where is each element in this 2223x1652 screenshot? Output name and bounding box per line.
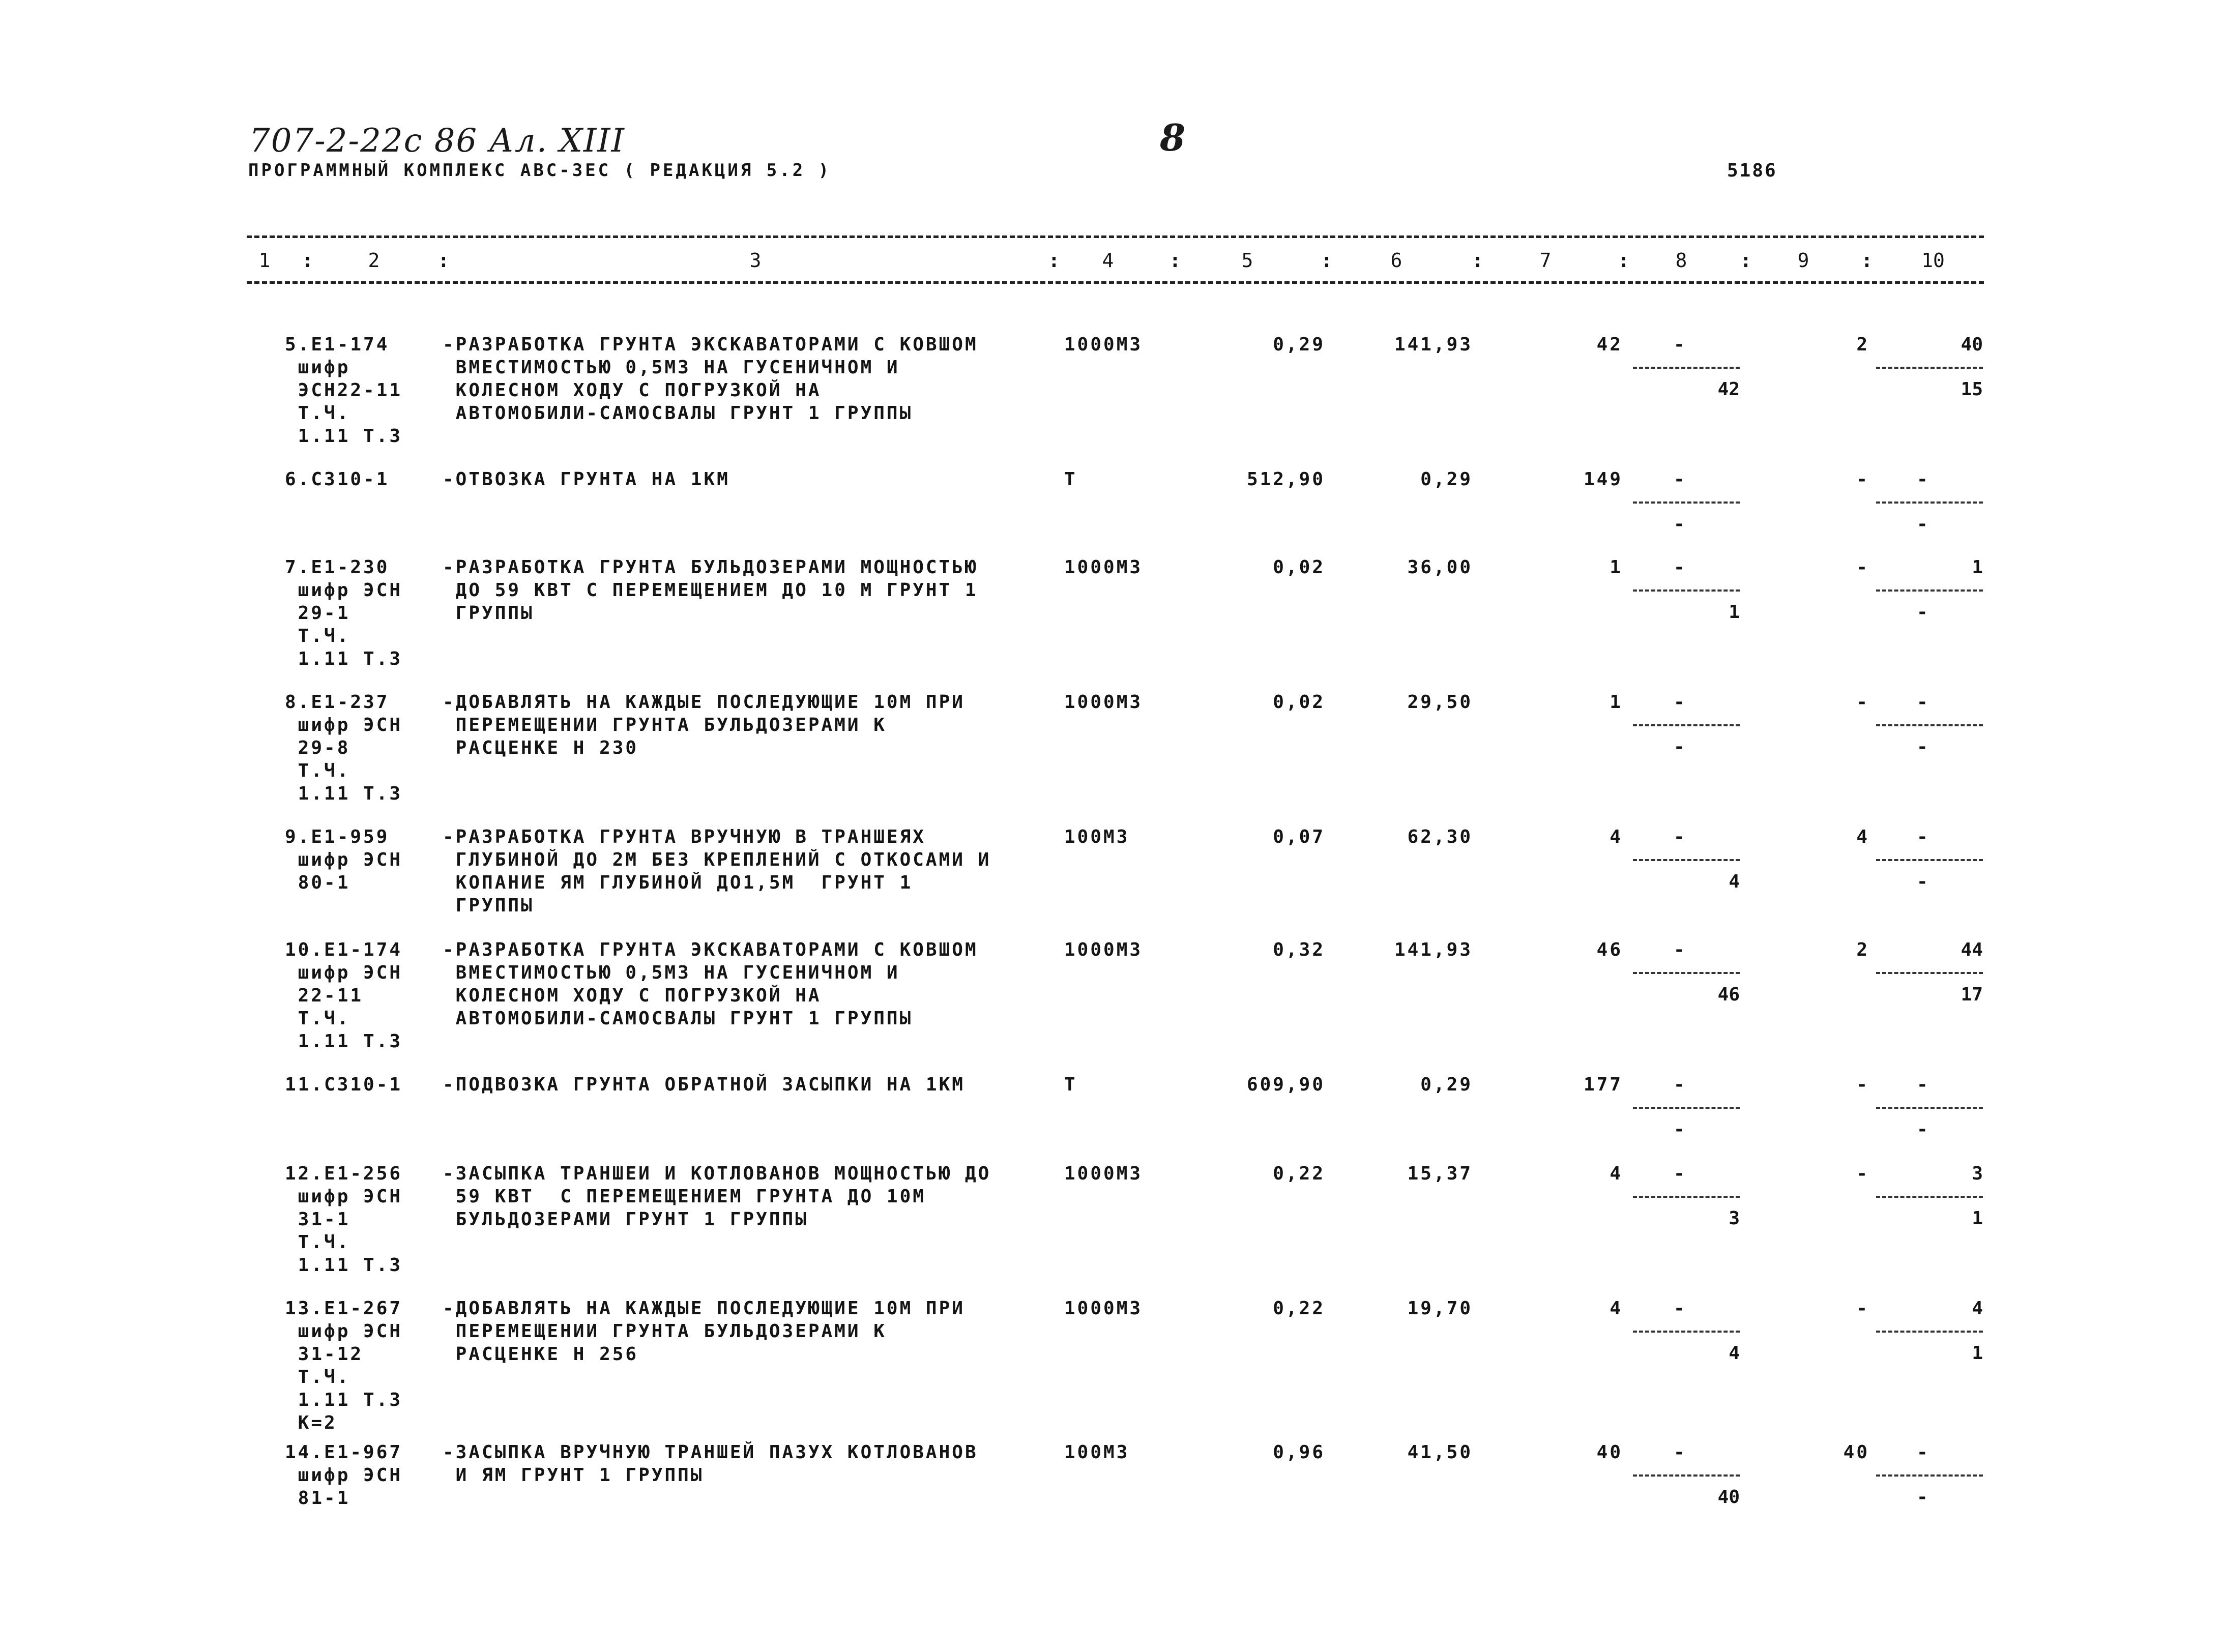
column-10-bottom: - bbox=[1917, 1487, 1928, 1508]
fraction-line bbox=[1876, 1474, 1983, 1477]
fraction-line bbox=[1876, 1196, 1983, 1198]
program-title: ПРОГРАММНЫЙ КОМПЛЕКС АВС-ЗЕС ( РЕДАКЦИЯ 5.2 ) bbox=[248, 160, 832, 181]
fraction-line bbox=[1633, 501, 1740, 504]
column-10-bottom: - bbox=[1917, 514, 1928, 535]
column-10-top: 40 bbox=[1961, 334, 1983, 355]
column-9-value: 2 bbox=[1856, 334, 1869, 355]
fraction-line bbox=[1633, 1474, 1740, 1477]
column-header: 5 bbox=[1241, 249, 1253, 272]
column-8-bottom: - bbox=[1674, 736, 1685, 757]
work-description: -РАЗРАБОТКА ГРУНТА БУЛЬДОЗЕРАМИ МОЩНОСТЬЮ ДО 59 КВТ С ПЕРЕМЕЩЕНИЕМ ДО 10 М ГРУНТ 1 ГРУППЫ bbox=[443, 557, 978, 624]
column-8-bottom: - bbox=[1674, 1119, 1685, 1140]
fraction-line bbox=[1633, 1107, 1740, 1109]
column-8-fraction bbox=[1633, 468, 1740, 537]
unit-of-measure: Т bbox=[1064, 1074, 1077, 1095]
rate-code: 5.Е1-174 шифр ЭСН22-11 Т.Ч. 1.11 Т.3 bbox=[285, 334, 403, 447]
column-10-top: - bbox=[1917, 1442, 1928, 1463]
column-separator: : bbox=[302, 249, 314, 272]
column-8-top: - bbox=[1674, 1074, 1685, 1095]
column-8-fraction bbox=[1633, 825, 1740, 894]
unit-of-measure: 100М3 bbox=[1064, 1442, 1130, 1463]
column-8-bottom: 42 bbox=[1717, 379, 1740, 400]
column-10-top: - bbox=[1917, 1074, 1928, 1095]
total-cost-value: 1 bbox=[1610, 692, 1623, 713]
column-10-fraction bbox=[1876, 468, 1983, 537]
quantity-value: 0,96 bbox=[1273, 1442, 1325, 1463]
column-separator: : bbox=[1740, 249, 1752, 272]
fraction-line bbox=[1633, 724, 1740, 726]
column-9-value: - bbox=[1856, 1163, 1869, 1184]
fraction-line bbox=[1633, 1331, 1740, 1333]
unit-cost-value: 15,37 bbox=[1407, 1163, 1473, 1184]
work-description: -ОТВОЗКА ГРУНТА НА 1КМ bbox=[443, 469, 730, 490]
rate-code: 6.С310-1 bbox=[285, 469, 390, 490]
column-10-top: - bbox=[1917, 469, 1928, 490]
column-8-bottom: 4 bbox=[1729, 871, 1740, 892]
column-10-bottom: 1 bbox=[1972, 1343, 1983, 1364]
column-10-bottom: - bbox=[1917, 871, 1928, 892]
column-10-fraction bbox=[1876, 691, 1983, 759]
column-10-fraction bbox=[1876, 1297, 1983, 1366]
column-9-value: 2 bbox=[1856, 939, 1869, 960]
fraction-line bbox=[1876, 972, 1983, 974]
column-8-top: - bbox=[1674, 1163, 1685, 1184]
fraction-line bbox=[1876, 859, 1983, 861]
column-8-bottom: 46 bbox=[1717, 984, 1740, 1005]
column-8-top: - bbox=[1674, 334, 1685, 355]
unit-cost-value: 29,50 bbox=[1407, 692, 1473, 713]
column-8-bottom: - bbox=[1674, 514, 1685, 535]
fraction-line bbox=[1876, 367, 1983, 369]
unit-of-measure: 1000М3 bbox=[1064, 939, 1143, 960]
work-description: -ДОБАВЛЯТЬ НА КАЖДЫЕ ПОСЛЕДУЮЩИЕ 10М ПРИ ПЕРЕМЕЩЕНИИ ГРУНТА БУЛЬДОЗЕРАМИ К РАСЦЕНКЕ Н 256 bbox=[443, 1298, 965, 1365]
column-8-top: - bbox=[1674, 469, 1685, 490]
total-cost-value: 4 bbox=[1610, 1298, 1623, 1319]
column-header: 3 bbox=[749, 249, 762, 272]
column-8-bottom: 1 bbox=[1729, 602, 1740, 623]
quantity-value: 0,22 bbox=[1273, 1298, 1325, 1319]
column-10-fraction bbox=[1876, 556, 1983, 625]
fraction-line bbox=[1876, 589, 1983, 592]
quantity-value: 0,22 bbox=[1273, 1163, 1325, 1184]
handwritten-document-code: 707-2-22с 86 Ал. XIII bbox=[249, 122, 625, 160]
work-description: -РАЗРАБОТКА ГРУНТА ЭКСКАВАТОРАМИ С КОВШОМ ВМЕСТИМОСТЬЮ 0,5М3 НА ГУСЕНИЧНОМ И КОЛЕСНОМ ХОДУ С ПОГРУЗКОЙ НА АВТОМОБИЛИ-САМОСВАЛЫ ГРУНТ 1 ГРУППЫ bbox=[443, 939, 978, 1029]
total-cost-value: 46 bbox=[1596, 939, 1623, 960]
unit-of-measure: Т bbox=[1064, 469, 1077, 490]
rate-code: 13.Е1-267 шифр ЭСН 31-12 Т.Ч. 1.11 Т.3 К=2 bbox=[285, 1298, 403, 1433]
column-9-value: - bbox=[1856, 557, 1869, 578]
column-10-fraction bbox=[1876, 1441, 1983, 1510]
column-8-fraction bbox=[1633, 333, 1740, 402]
column-header: 8 bbox=[1675, 249, 1687, 272]
total-cost-value: 177 bbox=[1583, 1074, 1623, 1095]
unit-of-measure: 1000М3 bbox=[1064, 334, 1143, 355]
unit-of-measure: 1000М3 bbox=[1064, 1298, 1143, 1319]
unit-of-measure: 100М3 bbox=[1064, 827, 1130, 847]
column-9-value: - bbox=[1856, 1298, 1869, 1319]
rate-code: 10.Е1-174 шифр ЭСН 22-11 Т.Ч. 1.11 Т.3 bbox=[285, 939, 403, 1052]
column-10-top: 44 bbox=[1961, 939, 1983, 960]
column-8-top: - bbox=[1674, 1442, 1685, 1463]
fraction-line bbox=[1633, 367, 1740, 369]
header-top-rule bbox=[247, 235, 1984, 238]
unit-of-measure: 1000М3 bbox=[1064, 1163, 1143, 1184]
column-separator: : bbox=[1169, 249, 1181, 272]
fraction-line bbox=[1633, 589, 1740, 592]
fraction-line bbox=[1633, 972, 1740, 974]
column-10-bottom: - bbox=[1917, 1119, 1928, 1140]
column-separator: : bbox=[437, 249, 450, 272]
column-10-fraction bbox=[1876, 938, 1983, 1007]
column-header: 4 bbox=[1102, 249, 1114, 272]
rate-code: 8.Е1-237 шифр ЭСН 29-8 Т.Ч. 1.11 Т.3 bbox=[285, 692, 403, 804]
page-number: 8 bbox=[1160, 116, 1186, 159]
unit-cost-value: 19,70 bbox=[1407, 1298, 1473, 1319]
fraction-line bbox=[1633, 859, 1740, 861]
rate-code: 12.Е1-256 шифр ЭСН 31-1 Т.Ч. 1.11 Т.3 bbox=[285, 1163, 403, 1276]
column-10-bottom: 15 bbox=[1961, 379, 1983, 400]
work-description: -ЗАСЫПКА ВРУЧНУЮ ТРАНШЕЙ ПАЗУХ КОТЛОВАНОВ И ЯМ ГРУНТ 1 ГРУППЫ bbox=[443, 1442, 978, 1486]
total-cost-value: 42 bbox=[1596, 334, 1623, 355]
column-header: 7 bbox=[1539, 249, 1552, 272]
column-separator: : bbox=[1048, 249, 1060, 272]
column-10-fraction bbox=[1876, 1073, 1983, 1142]
column-10-fraction bbox=[1876, 333, 1983, 402]
column-9-value: - bbox=[1856, 692, 1869, 713]
column-10-top: - bbox=[1917, 692, 1928, 713]
column-9-value: 40 bbox=[1843, 1442, 1869, 1463]
total-cost-value: 4 bbox=[1610, 827, 1623, 847]
column-8-fraction bbox=[1633, 556, 1740, 625]
quantity-value: 512,90 bbox=[1246, 469, 1325, 490]
column-separator: : bbox=[1321, 249, 1333, 272]
column-8-fraction bbox=[1633, 1297, 1740, 1366]
unit-of-measure: 1000М3 bbox=[1064, 692, 1143, 713]
column-10-fraction bbox=[1876, 825, 1983, 894]
column-9-value: - bbox=[1856, 1074, 1869, 1095]
column-8-top: - bbox=[1674, 557, 1685, 578]
column-separator: : bbox=[1472, 249, 1484, 272]
column-header: 1 bbox=[258, 249, 271, 272]
column-8-top: - bbox=[1674, 827, 1685, 847]
column-header: 10 bbox=[1921, 249, 1945, 272]
column-10-top: - bbox=[1917, 827, 1928, 847]
work-description: -ЗАСЫПКА ТРАНШЕИ И КОТЛОВАНОВ МОЩНОСТЬЮ ДО 59 КВТ С ПЕРЕМЕЩЕНИЕМ ГРУНТА ДО 10М БУЛЬДОЗЕРАМИ ГРУНТ 1 ГРУППЫ bbox=[443, 1163, 991, 1230]
work-description: -ПОДВОЗКА ГРУНТА ОБРАТНОЙ ЗАСЫПКИ НА 1КМ bbox=[443, 1074, 965, 1095]
unit-cost-value: 0,29 bbox=[1420, 469, 1473, 490]
quantity-value: 609,90 bbox=[1246, 1074, 1325, 1095]
column-10-bottom: 17 bbox=[1961, 984, 1983, 1005]
quantity-value: 0,07 bbox=[1273, 827, 1325, 847]
header-bottom-rule bbox=[247, 281, 1984, 284]
column-8-bottom: 3 bbox=[1729, 1208, 1740, 1229]
quantity-value: 0,32 bbox=[1273, 939, 1325, 960]
column-10-bottom: 1 bbox=[1972, 1208, 1983, 1229]
sheet-code: 5186 bbox=[1727, 160, 1777, 181]
column-10-fraction bbox=[1876, 1162, 1983, 1231]
rate-code: 9.Е1-959 шифр ЭСН 80-1 bbox=[285, 827, 403, 893]
column-8-fraction bbox=[1633, 938, 1740, 1007]
unit-cost-value: 62,30 bbox=[1407, 827, 1473, 847]
fraction-line bbox=[1876, 1107, 1983, 1109]
column-9-value: 4 bbox=[1856, 827, 1869, 847]
column-10-top: 4 bbox=[1972, 1298, 1983, 1319]
rate-code: 7.Е1-230 шифр ЭСН 29-1 Т.Ч. 1.11 Т.3 bbox=[285, 557, 403, 669]
work-description: -РАЗРАБОТКА ГРУНТА ЭКСКАВАТОРАМИ С КОВШОМ ВМЕСТИМОСТЬЮ 0,5М3 НА ГУСЕНИЧНОМ И КОЛЕСНОМ ХОДУ С ПОГРУЗКОЙ НА АВТОМОБИЛИ-САМОСВАЛЫ ГРУНТ 1 ГРУППЫ bbox=[443, 334, 978, 424]
unit-cost-value: 41,50 bbox=[1407, 1442, 1473, 1463]
unit-cost-value: 141,93 bbox=[1394, 334, 1473, 355]
unit-cost-value: 0,29 bbox=[1420, 1074, 1473, 1095]
fraction-line bbox=[1876, 501, 1983, 504]
fraction-line bbox=[1633, 1196, 1740, 1198]
rate-code: 14.Е1-967 шифр ЭСН 81-1 bbox=[285, 1442, 403, 1509]
quantity-value: 0,02 bbox=[1273, 557, 1325, 578]
column-8-top: - bbox=[1674, 692, 1685, 713]
quantity-value: 0,29 bbox=[1273, 334, 1325, 355]
column-separator: : bbox=[1618, 249, 1630, 272]
quantity-value: 0,02 bbox=[1273, 692, 1325, 713]
column-10-bottom: - bbox=[1917, 736, 1928, 757]
unit-of-measure: 1000М3 bbox=[1064, 557, 1143, 578]
column-8-bottom: 4 bbox=[1729, 1343, 1740, 1364]
column-9-value: - bbox=[1856, 469, 1869, 490]
column-10-top: 3 bbox=[1972, 1163, 1983, 1184]
column-separator: : bbox=[1861, 249, 1873, 272]
column-8-fraction bbox=[1633, 1441, 1740, 1510]
column-8-fraction bbox=[1633, 1162, 1740, 1231]
column-10-top: 1 bbox=[1972, 557, 1983, 578]
column-8-top: - bbox=[1674, 939, 1685, 960]
column-8-fraction bbox=[1633, 691, 1740, 759]
column-8-fraction bbox=[1633, 1073, 1740, 1142]
unit-cost-value: 141,93 bbox=[1394, 939, 1473, 960]
column-header: 2 bbox=[368, 249, 380, 272]
rate-code: 11.С310-1 bbox=[285, 1074, 403, 1095]
total-cost-value: 40 bbox=[1596, 1442, 1623, 1463]
total-cost-value: 4 bbox=[1610, 1163, 1623, 1184]
column-8-bottom: 40 bbox=[1717, 1487, 1740, 1508]
fraction-line bbox=[1876, 1331, 1983, 1333]
work-description: -ДОБАВЛЯТЬ НА КАЖДЫЕ ПОСЛЕДУЮЩИЕ 10М ПРИ ПЕРЕМЕЩЕНИИ ГРУНТА БУЛЬДОЗЕРАМИ К РАСЦЕНКЕ Н 230 bbox=[443, 692, 965, 758]
unit-cost-value: 36,00 bbox=[1407, 557, 1473, 578]
total-cost-value: 1 bbox=[1610, 557, 1623, 578]
column-header: 6 bbox=[1390, 249, 1402, 272]
column-10-bottom: - bbox=[1917, 602, 1928, 623]
column-8-top: - bbox=[1674, 1298, 1685, 1319]
column-header: 9 bbox=[1797, 249, 1809, 272]
fraction-line bbox=[1876, 724, 1983, 726]
work-description: -РАЗРАБОТКА ГРУНТА ВРУЧНУЮ В ТРАНШЕЯХ ГЛУБИНОЙ ДО 2М БЕЗ КРЕПЛЕНИЙ С ОТКОСАМИ И КОПАНИЕ ЯМ ГЛУБИНОЙ ДО1,5М ГРУНТ 1 ГРУППЫ bbox=[443, 827, 991, 916]
total-cost-value: 149 bbox=[1583, 469, 1623, 490]
